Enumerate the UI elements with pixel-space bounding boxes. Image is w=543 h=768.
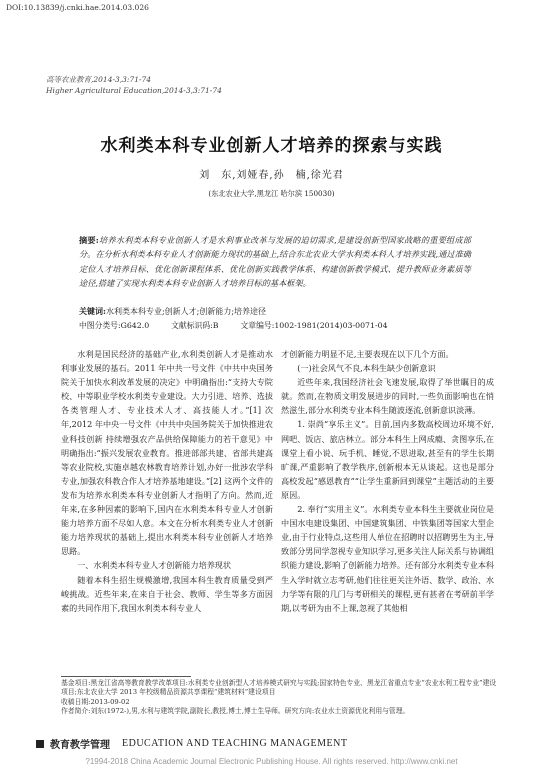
footnote-rule (61, 676, 191, 677)
section-title-en: EDUCATION AND TEACHING MANAGEMENT (122, 738, 348, 749)
keywords (79, 306, 471, 317)
paragraph: 1. 崇尚“享乐主义”。目前,国内多数高校周边环境不好,网吧、饭店、旅店林立。部分本科生上网成瘾、贪图享乐,在课堂上看小说、玩手机、睡觉,不思进取,甚至有的学生长期旷课,严重影响了教学秩序,创新根本无从谈起。这也是部分高校发起“感恩教育”“让学生重新回到课堂”主题活动的主要原因。 (281, 419, 495, 500)
abstract (79, 233, 471, 291)
section-heading: 一、水利类本科专业人才创新能力培养现状 (77, 560, 231, 571)
square-bullet-icon (36, 740, 44, 748)
doc-code: 文献标识码:B (171, 321, 219, 330)
cls-number: 中图分类号:G642.0 (79, 321, 150, 330)
copyright-watermark: ?1994-2018 China Academic Journal Electronic Publishing House. All rights reserved. http://www.cnki.net (85, 757, 458, 766)
section-title-cn: 教育教学管理 (50, 740, 110, 751)
article-number: 文章编号:1002-1981(2014)03-0071-04 (240, 321, 388, 330)
paragraph: 随着本科生招生规模激增,我国本科生教育质量受到严峻挑战。近些年来,在来自于社会、教师、学生等多方面因素的共同作用下,我国水利类本科专业人 (61, 574, 273, 613)
keywords-text: 水利类本科专业;创新人才;创新能力;培养途径 (105, 307, 267, 316)
journal-citation-cn: 高等农业教育,2014-3,3:71-74 (46, 75, 152, 84)
classification-line (79, 320, 499, 331)
body-left-column (61, 347, 273, 615)
abstract-text: 培养水利类本科专业创新人才是水利事业改革与发展的迫切需求,是建设创新型国家战略的重要组成部分。在分析水利类本科专业人才创新能力现状的基础上,结合东北农业大学水利类本科人才培养实践,通过准确定位人才培养目标、优化创新课程体系、优化创新实践教学体系、构建创新教学模式、提升教师业务素质等途径,搭建了实现水利类本科专业创新人才培养目标的基本框架。 (79, 235, 471, 289)
journal-citation-en: Higher Agricultural Education,2014-3,3:71-74 (46, 86, 222, 95)
paragraph: 水利是国民经济的基础产业,水利类创新人才是推动水利事业发展的基石。2011 年中共一号文件《中共中央国务院关于加快水利改革发展的决定》中明确指出:“支持大专院校、中等职业学校水利类专业建设。大力引进、培养、选拔各类管理人才、专业技术人才、高技能人才。”[1] 次年,2012 年中央一号文件《中共中央国务院关于加快推进农业科技创新 持续增强农产品供给保障能力的若干意见》中明确指出:“振兴发展农业教育。推进部部共建、省部共建高等农业院校,实施卓越农林教育培养计划,办好一批涉农学科专业,加强农科教合作人才培养基地建设。”[2] 这两个文件的发布为培养水利类本科专业创新人才指明了方向。然而,近年来,在多种因素的影响下,国内在水利类本科专业人才创新能力培养方面不尽如人意。本文在分析水利类专业人才创新能力培养现状的基础上,提出水利类本科专业创新人才培养思路。 (61, 349, 273, 557)
fund-note: 基金项目:黑龙江省高等教育教学改革项目:水利类专业创新型人才培养模式研究与实践;国家特色专业、黑龙江省重点专业“农业水利工程专业”建设项目;东北农业大学 2013 年校级精品资源共享课程“建筑材料”建设项目 (61, 679, 497, 697)
doi-line: DOI:10.13839/j.cnki.hae.2014.03.026 (6, 3, 149, 12)
paragraph: 近些年来,我国经济社会飞速发展,取得了举世瞩目的成就。然而,在物质文明发展进步的同时,一些负面影响也在悄然滋生,部分水利类专业本科生随波逐流,创新意识淡薄。 (281, 377, 494, 416)
paragraph: 2. 奉行“实用主义”。水利类专业本科生主要就业岗位是中国水电建设集团、中国建筑集团、中铁集团等国家大型企业,由于行业特点,这些用人单位在招聘时以招聘男生为主,导致部分男同学忽视专业知识学习,更多关注人际关系与协调组织能力建设,影响了创新能力培养。还有部分水利类专业本科生入学时就立志考研,他们往往更关注外语、数学、政治、水力学等有限的几门与考研相关的课程,更有甚者在考研前半学期,以考研为由不上课,忽视了其他相 (281, 504, 495, 613)
subsection-heading: (一)社会风气不良,本科生缺少创新意识 (297, 363, 436, 374)
received-date: 收稿日期:2013-09-02 (61, 697, 130, 706)
body-right-column (281, 347, 494, 615)
paper-title: 水利类本科专业创新人才培养的探索与实践 (100, 136, 443, 156)
abstract-label: 摘要: (79, 235, 99, 245)
paragraph: 才创新能力明显不足,主要表现在以下几个方面。 (281, 349, 454, 359)
footnotes (61, 679, 501, 716)
paper-authors: 刘 东,刘娅春,孙 楠,徐光君 (199, 170, 344, 181)
section-footer (36, 736, 347, 751)
author-bio: 作者简介:刘东(1972-),男,水利与建筑学院,副院长,教授,博士,博士生导师。研究方向:农业水土资源优化利用与管理。 (61, 706, 410, 715)
keywords-label: 关键词: (79, 306, 106, 316)
author-affiliation: (东北农业大学,黑龙江 哈尔滨 150030) (208, 189, 335, 198)
